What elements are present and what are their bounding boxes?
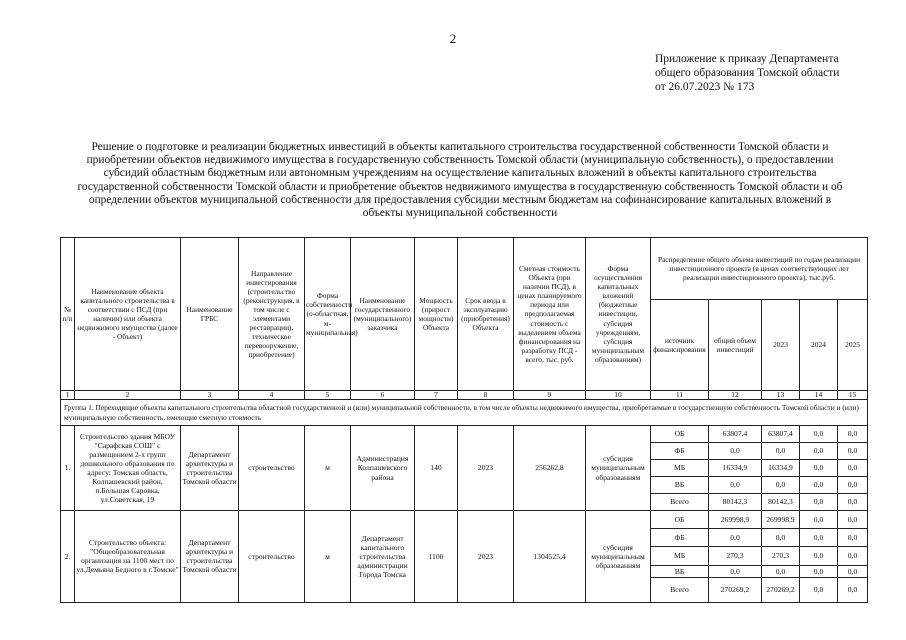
financing-total: 270269,2 xyxy=(709,577,762,602)
header-object-name: Наименование объекта капитального строительства в соответствии с ПСД (при наличии) или объекта недвижимого имущества (далее - Объект) xyxy=(75,238,181,391)
appendix-line: общего образования Томской области xyxy=(655,67,840,79)
financing-2024: 0,0 xyxy=(800,511,838,529)
row-cost: 1304525,4 xyxy=(514,511,586,603)
row-cost: 256262,8 xyxy=(514,426,586,511)
financing-2023: 0,0 xyxy=(762,565,800,577)
row-customer: Администрация Колпашевского района xyxy=(351,426,415,511)
title-line: субсидий областным бюджетным или автономным учреждениям на осуществление капитальных вложений в объекты капитального строительства xyxy=(103,167,817,180)
page-number: 2 xyxy=(449,31,457,46)
header-cost: Сметная стоимость Объекта (при наличии ПСД), в ценах планируемого периода или предполагаемая стоимость с выделением объема финансирования на разработку ПСД - всего, тыс. руб. xyxy=(514,238,586,391)
row-capital-form: субсидия муниципальным образованиям xyxy=(586,426,651,511)
financing-2023: 80142,3 xyxy=(762,494,800,511)
header-customer: Наименование государственного (муниципального) заказчика xyxy=(351,238,415,391)
title-line: Решение о подготовке и реализации бюджетных инвестиций в объекты капитального строительства государственной собственности Томской области и xyxy=(91,141,829,153)
financing-2025: 0,0 xyxy=(838,494,868,511)
financing-2024: 0,0 xyxy=(800,460,838,477)
financing-2025: 0,0 xyxy=(838,460,868,477)
financing-2023: 0,0 xyxy=(762,477,800,494)
row-object: Строительство здания МБОУ "Сарафская СОШ" с размещением 2-х групп дошкольного образования по адресу: Томская область, Колпашевский район, п.Большая Саровка, ул.Советская, 19 xyxy=(75,426,181,511)
financing-source: ОБ xyxy=(651,511,709,529)
appendix-line: Приложение к приказу Департамента xyxy=(655,53,839,65)
financing-total: 80142,3 xyxy=(709,494,762,511)
row-customer: Департамент капитального строительства администрации Города Томска xyxy=(351,511,415,603)
column-number: 4 xyxy=(239,391,305,400)
financing-2025: 0,0 xyxy=(838,511,868,529)
financing-2023: 270,3 xyxy=(762,547,800,565)
financing-total: 0,0 xyxy=(709,565,762,577)
financing-2025: 0,0 xyxy=(838,477,868,494)
financing-2025: 0,0 xyxy=(838,529,868,547)
appendix-block xyxy=(655,52,839,94)
financing-total: 0,0 xyxy=(709,529,762,547)
header-num: № п/п xyxy=(61,238,75,391)
column-number: 10 xyxy=(586,391,651,400)
row-capacity: 140 xyxy=(415,426,458,511)
header-ownership: Форма собственности (о-областная, м-муниципальная) xyxy=(305,238,351,391)
header-capital-form: Форма осуществления капитальных вложений (бюджетные инвестиции, субсидия учреждениям, субсидия муниципальным образованиям) xyxy=(586,238,651,391)
financing-source: ОБ xyxy=(651,426,709,443)
column-number: 11 xyxy=(651,391,709,400)
financing-2023: 269998,9 xyxy=(762,511,800,529)
column-number: 15 xyxy=(838,391,868,400)
header-total-volume: общий объем инвестиций xyxy=(709,300,762,391)
investment-table xyxy=(60,237,868,603)
document-title xyxy=(56,141,864,220)
header-year-2024: 2024 xyxy=(800,300,838,391)
header-source: источник финансирования xyxy=(651,300,709,391)
title-line: государственной собственности Томской области и приобретение объектов недвижимого имущества в государственную собственность Томской области и об xyxy=(77,180,843,193)
financing-source: Всего xyxy=(651,494,709,511)
row-term: 2023 xyxy=(458,426,514,511)
column-number: 14 xyxy=(800,391,838,400)
row-direction: строительство xyxy=(239,511,305,603)
column-number: 8 xyxy=(458,391,514,400)
row-capital-form: субсидия муниципальным образованиям xyxy=(586,511,651,603)
row-capacity: 1100 xyxy=(415,511,458,603)
row-num: 2. xyxy=(61,511,75,603)
financing-2023: 0,0 xyxy=(762,443,800,460)
financing-source: ФБ xyxy=(651,443,709,460)
financing-total: 16334,9 xyxy=(709,460,762,477)
financing-source: ФБ xyxy=(651,529,709,547)
financing-total: 0,0 xyxy=(709,477,762,494)
financing-2024: 0,0 xyxy=(800,565,838,577)
financing-source: МБ xyxy=(651,460,709,477)
title-line: объекты муниципальной собственности xyxy=(362,207,558,220)
row-term: 2023 xyxy=(458,511,514,603)
financing-2024: 0,0 xyxy=(800,443,838,460)
financing-2024: 0,0 xyxy=(800,529,838,547)
financing-2024: 0,0 xyxy=(800,577,838,602)
header-grbs: Наименование ГРБС xyxy=(181,238,239,391)
financing-total: 0,0 xyxy=(709,443,762,460)
column-number: 2 xyxy=(75,391,181,400)
appendix-line: от 26.07.2023 № 173 xyxy=(655,81,755,93)
row-ownership: м xyxy=(305,511,351,603)
header-year-2025: 2025 xyxy=(838,300,868,391)
header-distribution: Распределение общего объема инвестиций по годам реализации инвестиционного проекта (в ценах соответствующих лет реализации инвестиционного проекта), тыс.руб. xyxy=(651,238,868,300)
column-number: 1 xyxy=(61,391,75,400)
group-title: Группа 1. Переходящие объекты капитального строительства областной государственной и (или) муниципальной собственности, в том числе объекты недвижимого имущества, приобретаемые в государственную собственность Томской области и (или) муниципальную собственность, имеющие сметную стоимость xyxy=(61,400,868,426)
row-grbs: Департамент архитектуры и строительства Томской области xyxy=(181,511,239,603)
financing-2024: 0,0 xyxy=(800,477,838,494)
financing-source: ВБ xyxy=(651,565,709,577)
row-ownership: м xyxy=(305,426,351,511)
financing-2024: 0,0 xyxy=(800,494,838,511)
row-direction: строительство xyxy=(239,426,305,511)
row-num: 1. xyxy=(61,426,75,511)
row-grbs: Департамент архитектуры и строительства Томской области xyxy=(181,426,239,511)
financing-2025: 0,0 xyxy=(838,443,868,460)
header-capacity: Мощность (прирост мощности) Объекта xyxy=(415,238,458,391)
financing-source: МБ xyxy=(651,547,709,565)
title-line: определении объектов муниципальной собственности для предоставления субсидии местным бюджетам на софинансирование капитальных вложений в xyxy=(88,193,832,206)
column-number: 7 xyxy=(415,391,458,400)
financing-2025: 0,0 xyxy=(838,565,868,577)
header-term: Срок ввода в эксплуатацию (приобретения) Объекта xyxy=(458,238,514,391)
financing-2023: 16334,9 xyxy=(762,460,800,477)
header-year-2023: 2023 xyxy=(762,300,800,391)
financing-2024: 0,0 xyxy=(800,426,838,443)
financing-2025: 0,0 xyxy=(838,547,868,565)
header-direction: Направление инвестирования (строительство (реконструкция, в том числе с элементами реставрации), техническое перевооружение, приобретение) xyxy=(239,238,305,391)
financing-2023: 63807,4 xyxy=(762,426,800,443)
financing-2023: 270269,2 xyxy=(762,577,800,602)
financing-total: 269998,9 xyxy=(709,511,762,529)
row-object: Строительство объекта: "Общеобразовательная организация на 1100 мест по ул.Демьяна Бедного в г.Томске" xyxy=(75,511,181,603)
column-number: 3 xyxy=(181,391,239,400)
column-number: 9 xyxy=(514,391,586,400)
column-number: 12 xyxy=(709,391,762,400)
financing-2025: 0,0 xyxy=(838,426,868,443)
financing-source: ВБ xyxy=(651,477,709,494)
column-number: 5 xyxy=(305,391,351,400)
financing-source: Всего xyxy=(651,577,709,602)
financing-2024: 0,0 xyxy=(800,547,838,565)
column-number: 13 xyxy=(762,391,800,400)
column-number: 6 xyxy=(351,391,415,400)
financing-total: 63807,4 xyxy=(709,426,762,443)
financing-total: 270,3 xyxy=(709,547,762,565)
title-line: приобретении объектов недвижимого имущества в государственную собственность Томской области (муниципальную собственность), о предоставлении xyxy=(86,154,834,167)
financing-2023: 0,0 xyxy=(762,529,800,547)
financing-2025: 0,0 xyxy=(838,577,868,602)
